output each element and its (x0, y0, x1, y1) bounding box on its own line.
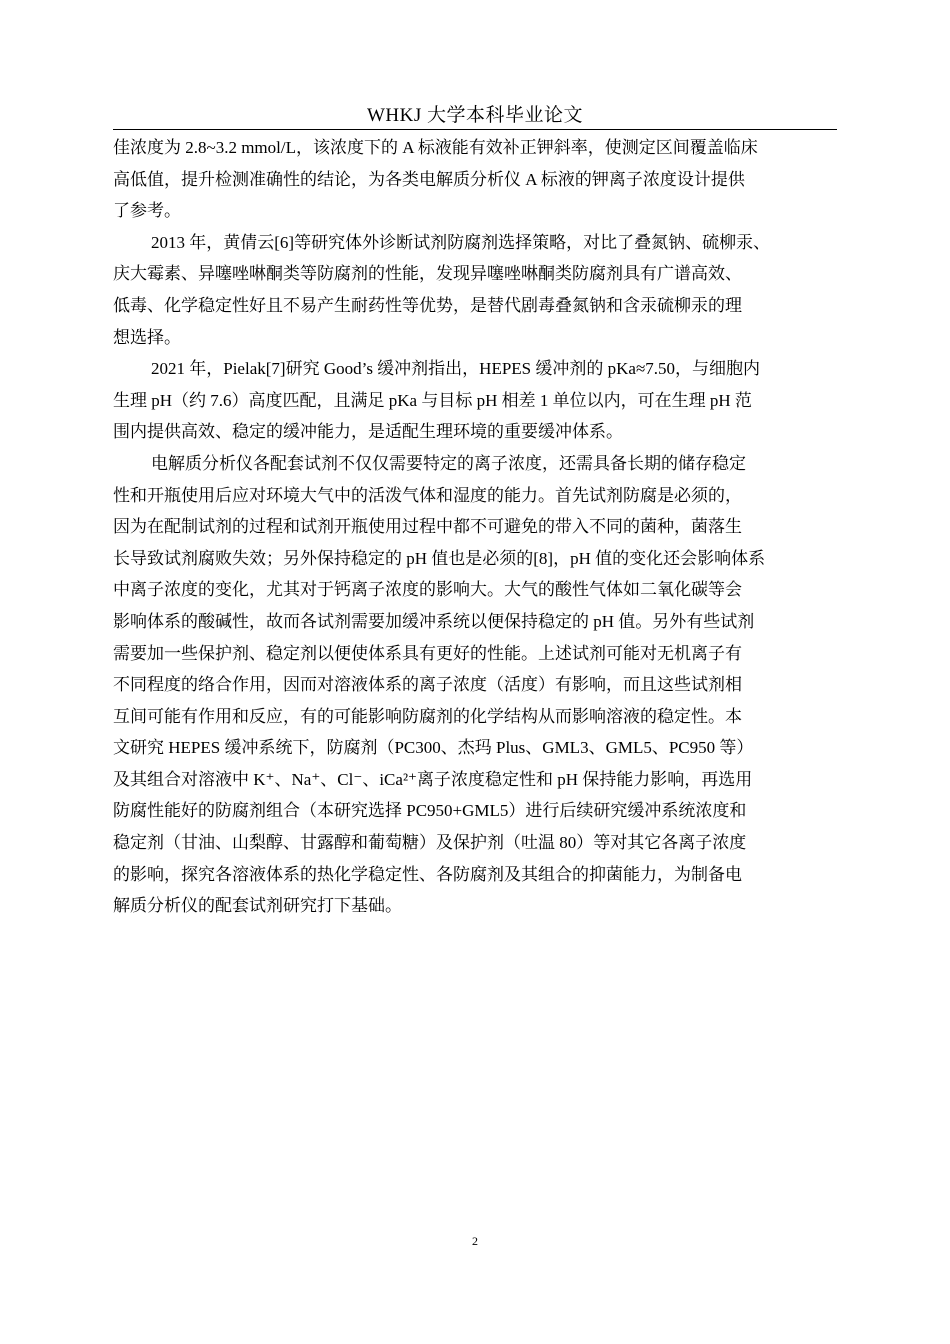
text-line: 了参考。 (113, 201, 181, 221)
text-line: 的影响，探究各溶液体系的热化学稳定性、各防腐剂及其组合的抑菌能力，为制备电 (113, 864, 742, 884)
text-line: 中离子浓度的变化，尤其对于钙离子浓度的影响大。大气的酸性气体如二氧化碳等会 (113, 580, 742, 600)
header-rule (113, 129, 837, 130)
text-line: 因为在配制试剂的过程和试剂开瓶使用过程中都不可避免的带入不同的菌种，菌落生 (113, 517, 742, 537)
text-line: 不同程度的络合作用，因而对溶液体系的离子浓度（活度）有影响，而且这些试剂相 (113, 675, 742, 695)
text-line: 需要加一些保护剂、稳定剂以便使体系具有更好的性能。上述试剂可能对无机离子有 (113, 643, 742, 663)
page-header: WHKJ 大学本科毕业论文 (366, 105, 584, 126)
text-line: 影响体系的酸碱性，故而各试剂需要加缓冲系统以便保持稳定的 pH 值。另外有些试剂 (113, 611, 755, 631)
text-line: 解质分析仪的配套试剂研究打下基础。 (113, 896, 402, 916)
page-number: 2 (472, 1234, 478, 1248)
text-line: 想选择。 (113, 327, 181, 347)
paragraph-first-line: 2013 年，黄倩云[6]等研究体外诊断试剂防腐剂选择策略，对比了叠氮钠、硫柳汞、 (151, 232, 771, 252)
text-line: 互间可能有作用和反应，有的可能影响防腐剂的化学结构从而影响溶液的稳定性。本 (113, 706, 742, 726)
text-line: 及其组合对溶液中 K⁺、Na⁺、Cl⁻、iCa²⁺离子浓度稳定性和 pH 保持能力影响，再选用 (113, 769, 753, 789)
text-line: 性和开瓶使用后应对环境大气中的活泼气体和湿度的能力。首先试剂防腐是必须的， (113, 485, 742, 505)
text-line: 稳定剂（甘油、山梨醇、甘露醇和葡萄糖）及保护剂（吐温 80）等对其它各离子浓度 (113, 833, 747, 853)
text-line: 长导致试剂腐败失效；另外保持稳定的 pH 值也是必须的[8]，pH 值的变化还会影响体系 (113, 548, 766, 568)
text-line: 文研究 HEPES 缓冲系统下，防腐剂（PC300、杰玛 Plus、GML3、GML5、PC950 等） (113, 738, 754, 758)
text-line: 高低值，提升检测准确性的结论，为各类电解质分析仪 A 标液的钾离子浓度设计提供 (113, 169, 745, 189)
text-line: 佳浓度为 2.8~3.2 mmol/L，该浓度下的 A 标液能有效补正钾斜率，使测定区间覆盖临床 (113, 138, 758, 157)
body-text (113, 132, 837, 922)
text-line: 生理 pH（约 7.6）高度匹配，且满足 pKa 与目标 pH 相差 1 单位以内，可在生理 pH 范 (113, 390, 752, 410)
text-line: 防腐性能好的防腐剂组合（本研究选择 PC950+GML5）进行后续研究缓冲系统浓度和 (113, 801, 747, 821)
text-line: 低毒、化学稳定性好且不易产生耐药性等优势，是替代剧毒叠氮钠和含汞硫柳汞的理 (113, 295, 742, 315)
text-line: 围内提供高效、稳定的缓冲能力，是适配生理环境的重要缓冲体系。 (113, 422, 623, 442)
text-line: 庆大霉素、异噻唑啉酮类等防腐剂的性能，发现异噻唑啉酮类防腐剂具有广谱高效、 (113, 264, 742, 284)
paragraph-first-line: 电解质分析仪各配套试剂不仅仅需要特定的离子浓度，还需具备长期的储存稳定 (151, 453, 746, 473)
paragraph-first-line: 2021 年，Pielak[7]研究 Good’s 缓冲剂指出，HEPES 缓冲剂的 pKa≈7.50，与细胞内 (151, 359, 761, 379)
